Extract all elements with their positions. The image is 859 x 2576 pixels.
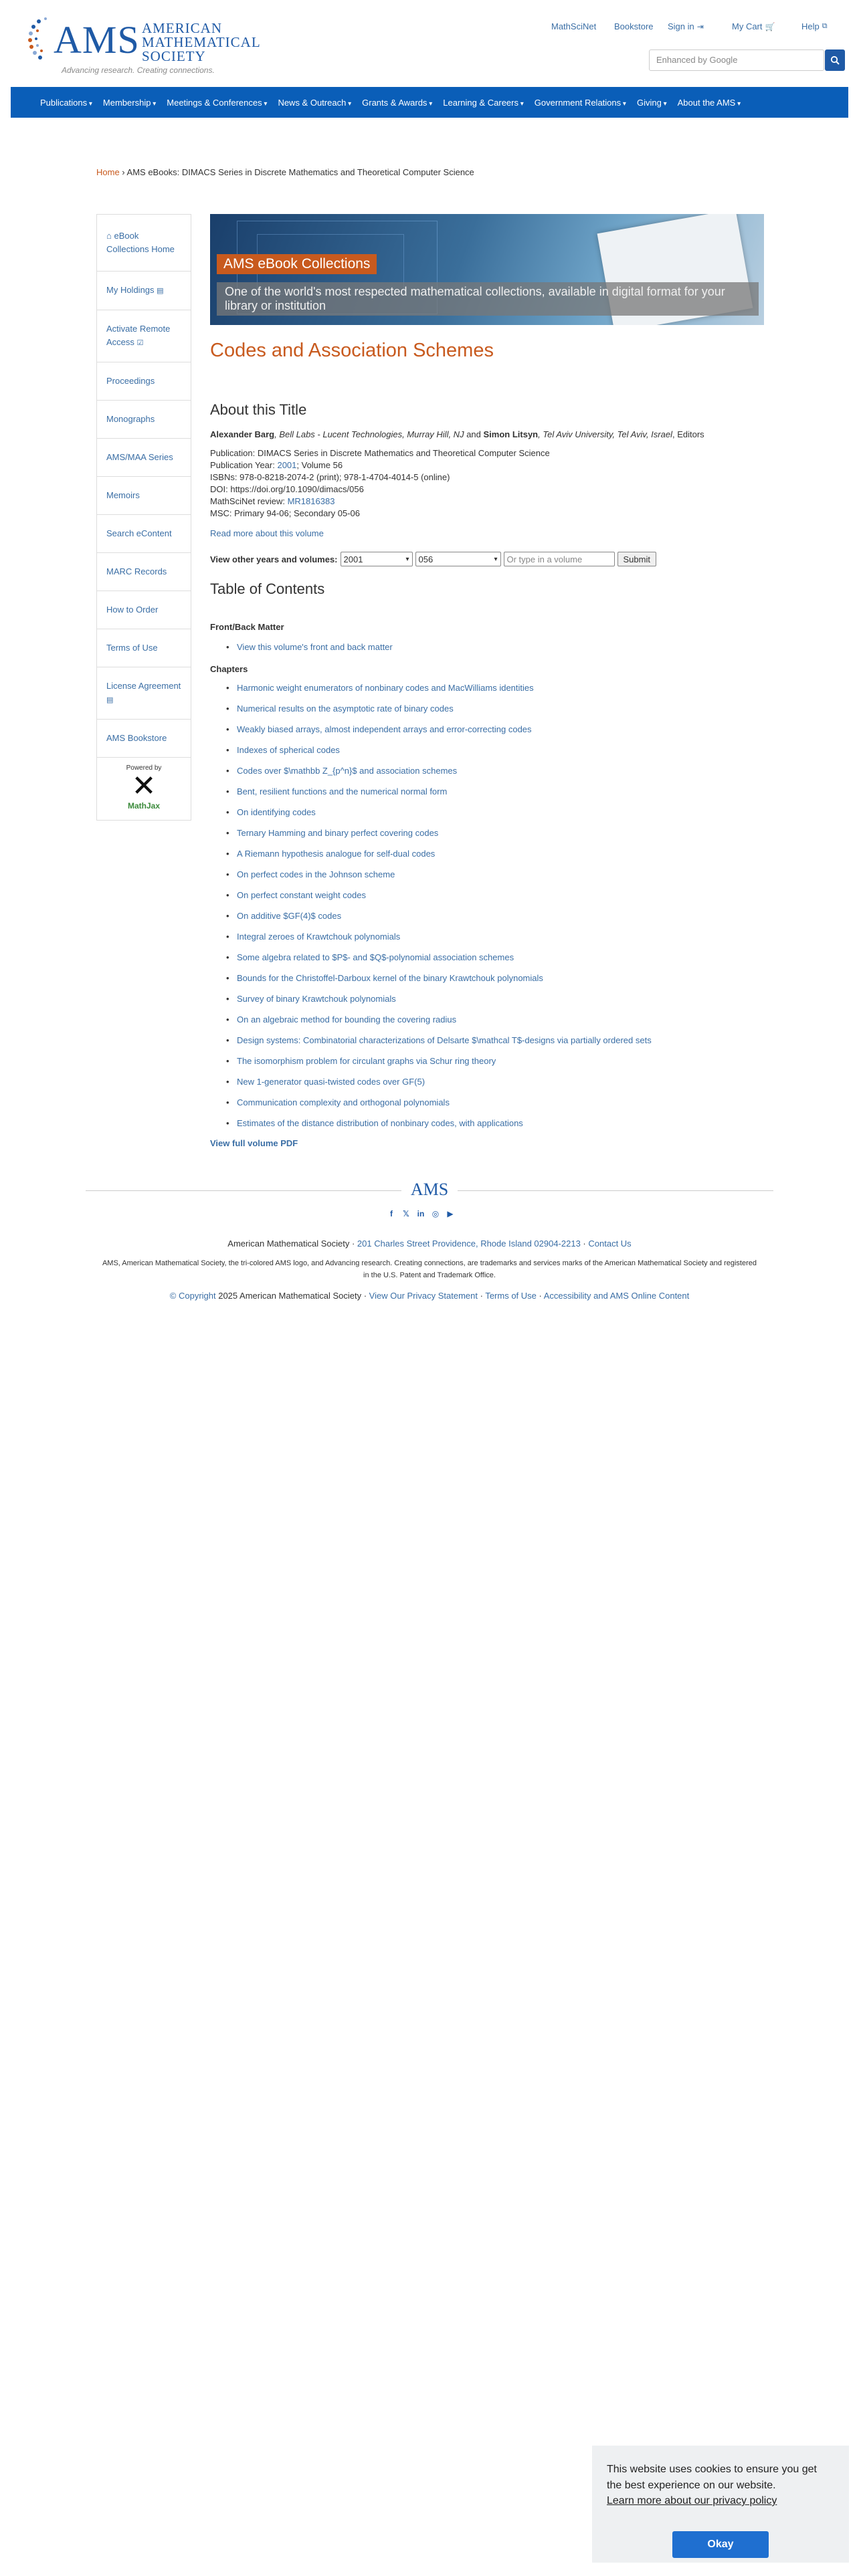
book-mathscinet-review: MathSciNet review: MR1816383: [210, 496, 335, 506]
footer-copyright: © Copyright 2025 American Mathematical Society · View Our Privacy Statement · Terms of Use · Accessibility and AMS Online Content: [169, 1291, 690, 1301]
mathjax-label: MathJax: [127, 801, 161, 811]
nav-news-outreach[interactable]: News & Outreach ▾: [278, 98, 351, 108]
mathscinet-review-link[interactable]: MR1816383: [287, 496, 335, 506]
volume-input[interactable]: Or type in a volume: [504, 552, 615, 566]
ams-logo[interactable]: [27, 13, 268, 77]
nav-learning-careers[interactable]: Learning & Careers ▾: [443, 98, 524, 108]
site-search-input[interactable]: Enhanced by Google: [649, 49, 824, 71]
view-other-label: View other years and volumes:: [210, 554, 338, 564]
footer-address-link[interactable]: 201 Charles Street Providence, Rhode Island 02904-2213: [357, 1239, 581, 1249]
about-title-heading: About this Title: [210, 401, 307, 418]
banner-subtitle: One of the world's most respected mathematical collections, available in digital format for your library or institution: [217, 282, 759, 316]
book-msc: MSC: Primary 94-06; Secondary 05-06: [210, 508, 360, 518]
sidebar-item-how-to-order[interactable]: How to Order: [97, 591, 191, 629]
nav-giving[interactable]: Giving ▾: [637, 98, 667, 108]
breadcrumb-current: AMS eBooks: DIMACS Series in Discrete Mathematics and Theoretical Computer Science: [126, 167, 474, 177]
external-link-icon: ⧉: [822, 22, 828, 30]
year-select[interactable]: 2001 ▾: [341, 552, 413, 566]
book-publication-year: Publication Year: 2001; Volume 56: [210, 460, 343, 470]
footer-divider-right: [458, 1190, 773, 1191]
sidebar-item-ams-bookstore[interactable]: AMS Bookstore: [97, 720, 191, 758]
breadcrumb-separator: ›: [119, 167, 127, 177]
x-icon[interactable]: 𝕏: [403, 1209, 409, 1218]
sidebar-item-activate-remote-access[interactable]: Activate Remote Access ☑: [97, 310, 191, 362]
read-more-link[interactable]: Read more about this volume: [210, 528, 324, 538]
chevron-down-icon: ▾: [494, 555, 498, 563]
chapter-link[interactable]: • Some algebra related to $P$- and $Q$-polynomial association schemes: [237, 952, 772, 973]
sidebar-item-proceedings[interactable]: Proceedings: [97, 362, 191, 401]
copyright-link[interactable]: Copyright: [178, 1291, 216, 1301]
sidebar-item-license-agreement[interactable]: License Agreement ▤: [97, 667, 191, 720]
chapter-link[interactable]: • Communication complexity and orthogonal polynomials: [237, 1097, 772, 1118]
sidebar: [96, 214, 191, 821]
book-authors: Alexander Barg, Bell Labs - Lucent Technologies, Murray Hill, NJ and Simon Litsyn, Tel Aviv University, Tel Aviv, Israel, Editors: [210, 429, 704, 439]
logo-ams-text: AMS: [54, 18, 140, 62]
home-icon: ⌂: [106, 231, 114, 241]
volume-select[interactable]: 056 ▾: [415, 552, 501, 566]
chapter-link[interactable]: • On perfect constant weight codes: [237, 890, 772, 911]
chapter-link[interactable]: • On an algebraic method for bounding the covering radius: [237, 1014, 772, 1035]
chapters-heading: Chapters: [210, 664, 248, 674]
sign-in-link[interactable]: Sign in ⇥: [668, 21, 704, 31]
sidebar-item-memoirs[interactable]: Memoirs: [97, 477, 191, 515]
page-title: Codes and Association Schemes: [210, 340, 494, 361]
front-back-bullet: •: [226, 642, 229, 652]
nav-about-ams[interactable]: About the AMS ▾: [678, 98, 741, 108]
sidebar-item-monographs[interactable]: Monographs: [97, 401, 191, 439]
nav-government-relations[interactable]: Government Relations ▾: [535, 98, 626, 108]
year-link[interactable]: 2001: [277, 460, 297, 470]
nav-membership[interactable]: Membership ▾: [103, 98, 156, 108]
copyright-icon: ©: [169, 1291, 177, 1301]
chapter-link[interactable]: • On additive $GF(4)$ codes: [237, 911, 772, 932]
chapter-link[interactable]: • Design systems: Combinatorial characterizations of Delsarte $\mathcal T$-designs via partially ordered sets: [237, 1035, 772, 1056]
mathjax-badge[interactable]: [97, 758, 191, 820]
terms-link[interactable]: Terms of Use: [485, 1291, 537, 1301]
footer-trademark: AMS, American Mathematical Society, the tri-colored AMS logo, and Advancing research. Creating connections, are trademarks and services marks of the American Mathematical Society and registered in the U.S. Patent and Trademark Office.: [102, 1259, 757, 1279]
front-back-link[interactable]: View this volume's front and back matter: [237, 642, 393, 652]
cookie-message: This website uses cookies to ensure you get the best experience on our website.: [607, 2464, 817, 2491]
facebook-icon[interactable]: f: [390, 1209, 393, 1218]
privacy-link[interactable]: View Our Privacy Statement: [369, 1291, 478, 1301]
sign-in-icon: ⇥: [696, 21, 704, 31]
chapter-link[interactable]: • A Riemann hypothesis analogue for self-dual codes: [237, 849, 772, 869]
ebook-collections-banner: [210, 214, 764, 325]
document-icon: ▤: [157, 287, 164, 295]
sidebar-item-ebook-home[interactable]: ⌂ eBook Collections Home: [97, 215, 191, 272]
chapter-link[interactable]: • Bent, resilient functions and the numerical normal form: [237, 786, 772, 807]
sidebar-item-marc-records[interactable]: MARC Records: [97, 553, 191, 591]
cart-icon: 🛒: [765, 21, 775, 31]
nav-meetings-conferences[interactable]: Meetings & Conferences ▾: [167, 98, 267, 108]
footer-divider-left: [86, 1190, 401, 1191]
help-link[interactable]: Help ⧉: [801, 21, 828, 31]
search-button[interactable]: [825, 49, 845, 71]
chapter-link[interactable]: • Bounds for the Christoffel-Darboux kernel of the binary Krawtchouk polynomials: [237, 973, 772, 994]
logo-tagline: Advancing research. Creating connections.: [62, 66, 215, 75]
site-header: [0, 0, 859, 87]
chapter-list: [237, 683, 772, 1139]
bookstore-link[interactable]: Bookstore: [614, 21, 654, 31]
sidebar-item-my-holdings[interactable]: My Holdings ▤: [97, 272, 191, 310]
book-doi: DOI: https://doi.org/10.1090/dimacs/056: [210, 484, 364, 494]
search-icon: [830, 56, 840, 65]
social-links: [387, 1209, 455, 1218]
breadcrumb: [96, 167, 474, 177]
logo-society-name: AMERICAN MATHEMATICAL SOCIETY: [142, 20, 261, 64]
footer-ams-logo[interactable]: AMS: [401, 1180, 458, 1201]
checkbox-icon: ☑: [136, 339, 144, 347]
sidebar-item-search-econtent[interactable]: Search eContent: [97, 515, 191, 553]
full-volume-pdf-link[interactable]: View full volume PDF: [210, 1138, 298, 1148]
front-back-heading: Front/Back Matter: [210, 622, 284, 632]
book-isbns: ISBNs: 978-0-8218-2074-2 (print); 978-1-4704-4014-5 (online): [210, 472, 450, 482]
contact-us-link[interactable]: Contact Us: [588, 1239, 632, 1249]
footer-address: American Mathematical Society · 201 Charles Street Providence, Rhode Island 02904-2213 · Contact Us: [227, 1239, 632, 1249]
banner-title: AMS eBook Collections: [217, 254, 377, 274]
linkedin-icon[interactable]: in: [417, 1209, 425, 1218]
mathjax-logo-icon: ✕: [131, 770, 157, 802]
toc-heading: Table of Contents: [210, 580, 325, 597]
main-nav: [11, 87, 848, 118]
instagram-icon[interactable]: ◎: [432, 1209, 440, 1218]
book-publication: Publication: DIMACS Series in Discrete Mathematics and Theoretical Computer Science: [210, 448, 550, 458]
sidebar-item-ams-maa-series[interactable]: AMS/MAA Series: [97, 439, 191, 477]
nav-grants-awards[interactable]: Grants & Awards ▾: [362, 98, 432, 108]
chapter-link[interactable]: • Ternary Hamming and binary perfect covering codes: [237, 828, 772, 849]
my-cart-link[interactable]: My Cart 🛒: [732, 21, 775, 31]
chapter-link[interactable]: • On perfect codes in the Johnson scheme: [237, 869, 772, 890]
breadcrumb-home[interactable]: Home: [96, 167, 120, 177]
chapter-link[interactable]: • Numerical results on the asymptotic rate of binary codes: [237, 704, 772, 724]
nav-publications[interactable]: Publications ▾: [40, 98, 92, 108]
chapter-link[interactable]: • Weakly biased arrays, almost independent arrays and error-correcting codes: [237, 724, 772, 745]
cookie-okay-button[interactable]: Okay: [672, 2531, 769, 2558]
chapter-link[interactable]: • Integral zeroes of Krawtchouk polynomials: [237, 932, 772, 952]
chapter-link[interactable]: • New 1-generator quasi-twisted codes over GF(5): [237, 1077, 772, 1097]
mathscinet-link[interactable]: MathSciNet: [551, 21, 597, 31]
pdf-icon: ▤: [106, 696, 114, 704]
chapter-link[interactable]: • Harmonic weight enumerators of nonbinary codes and MacWilliams identities: [237, 683, 772, 704]
privacy-policy-link[interactable]: Learn more about our privacy policy: [607, 2495, 777, 2506]
submit-button[interactable]: Submit: [617, 552, 656, 566]
volume-selector-row: [210, 552, 764, 566]
powered-by-label: Powered by: [126, 764, 162, 772]
chapter-link[interactable]: • Survey of binary Krawtchouk polynomials: [237, 994, 772, 1014]
chapter-link[interactable]: • Codes over $\mathbb Z_{p^n}$ and association schemes: [237, 766, 772, 786]
chapter-link[interactable]: • Estimates of the distance distribution of nonbinary codes, with applications: [237, 1118, 772, 1139]
accessibility-link[interactable]: Accessibility and AMS Online Content: [543, 1291, 690, 1301]
sidebar-item-terms-of-use[interactable]: Terms of Use: [97, 629, 191, 667]
chevron-down-icon: ▾: [405, 555, 409, 563]
chapter-link[interactable]: • Indexes of spherical codes: [237, 745, 772, 766]
youtube-icon[interactable]: ▶: [447, 1209, 454, 1218]
chapter-link[interactable]: • On identifying codes: [237, 807, 772, 828]
chapter-link[interactable]: • The isomorphism problem for circulant graphs via Schur ring theory: [237, 1056, 772, 1077]
cookie-consent-banner: [592, 2446, 849, 2563]
